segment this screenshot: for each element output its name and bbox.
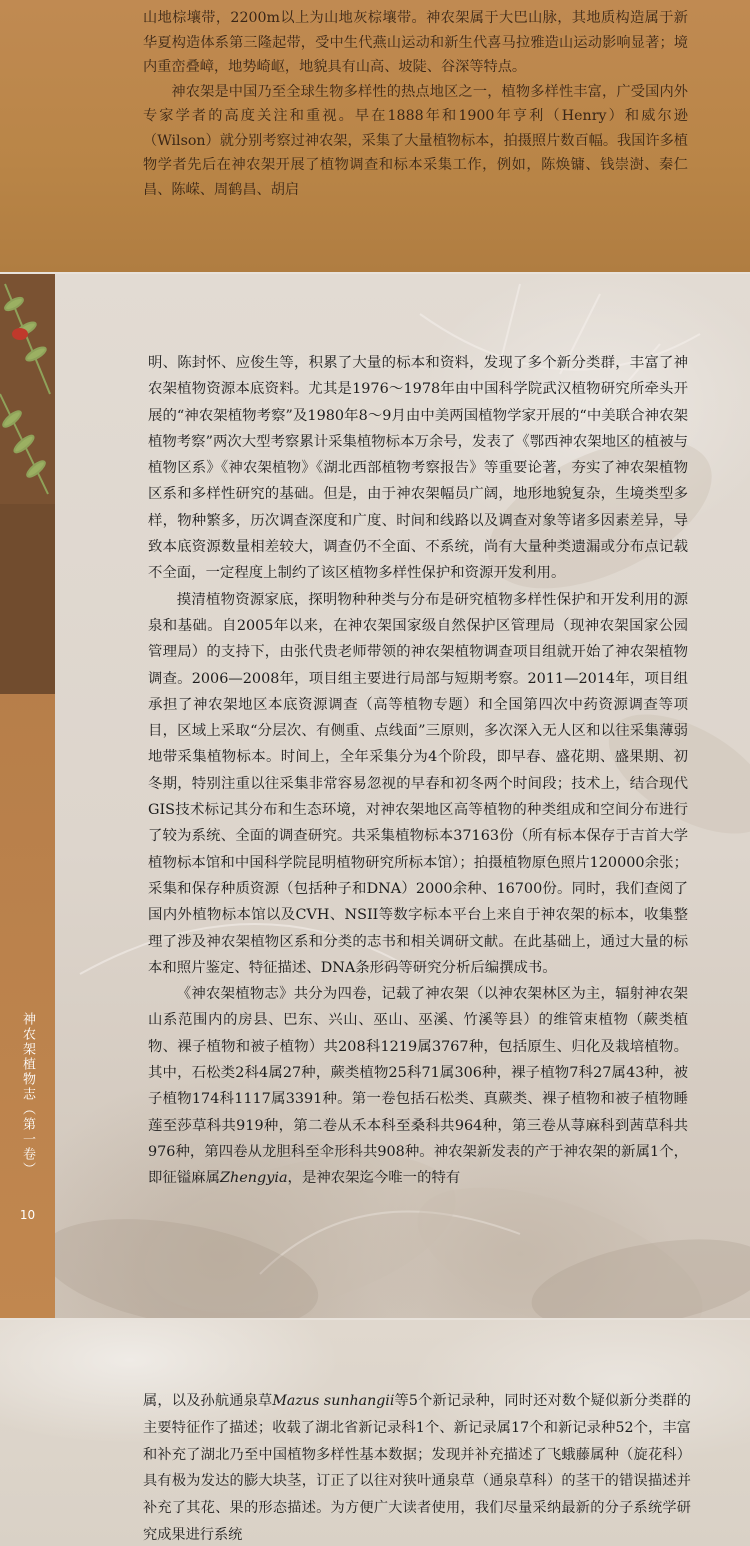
paragraph-prefix: 属，以及孙航通泉草 xyxy=(143,1393,273,1409)
top-page-section xyxy=(0,0,750,272)
paragraph xyxy=(143,1388,691,1546)
bottom-page-section xyxy=(0,1320,750,1546)
fern-photo-icon xyxy=(0,274,55,694)
paragraph: 神农架是中国乃至全球生物多样性的热点地区之一，植物多样性丰富，广受国内外专家学者的高度关注和重视。早在1888年和1900年亨利（Henry）和威尔逊（Wilson）就分别考察过神农架，采集了大量植物标本，拍摄照片数百幅。我国许多植物学者先后在神农架开展了植物调查和标本采集工作，例如，陈焕镛、钱崇澍、秦仁昌、陈嵘、周鹤昌、胡启 xyxy=(143,83,688,198)
paragraph: 山地棕壤带，2200m以上为山地灰棕壤带。神农架属于大巴山脉，其地质构造属于新华夏构造体系第三隆起带，受中生代燕山运动和新生代喜马拉雅造山运动影响显著；境内重峦叠嶂，地势崎岖，地貌具有山高、坡陡、谷深等特点。 xyxy=(143,10,688,75)
paragraph-text: 《神农架植物志》共分为四卷，记载了神农架（以神农架林区为主，辐射神农架山系范围内的房县、巴东、兴山、巫山、巫溪、竹溪等县）的维管束植物（蕨类植物、裸子植物和被子植物）共208科1219属3767种，包括原生、归化及栽培植物。其中，石松类2科4属27种，蕨类植物25科71属306种，裸子植物7科27属43种，被子植物174科1117属3391种。第一卷包括石松类、真蕨类、裸子植物和被子植物睡莲至莎草科共919种，第二卷从禾本科至桑科共964种，第三卷从荨麻科到茜草科共976种，第四卷从龙胆科至伞形科共908种。神农架新发表的产于神农架的新属1个，即征镒麻属 xyxy=(148,986,688,1187)
paragraph: 明、陈封怀、应俊生等，积累了大量的标本和资料，发现了多个新分类群，丰富了神农架植物资源本底资料。尤其是1976～1978年由中国科学院武汉植物研究所牵头开展的“神农架植物考察”及1980年8～9月由中美两国植物学家开展的“中美联合神农架植物考察”两次大型考察累计采集植物标本万余号，发表了《鄂西神农架地区的植被与植物区系》《神农架植物》《湖北西部植物考察报告》等重要论著，夯实了神农架植物区系和多样性研究的基础。但是，由于神农架幅员广阔，地形地貌复杂，生境类型多样，物种繁多，历次调查深度和广度、时间和线路以及调查对象等诸多因素差异，导致本底资源数量相差较大，调查仍不全面、不系统，尚有大量种类遗漏或分布点记载不全面，一定程度上制约了该区植物多样性保护和资源开发利用。 xyxy=(148,355,688,582)
paragraph: 摸清植物资源家底，探明物种种类与分布是研究植物多样性保护和开发利用的源泉和基础。自2005年以来，在神农架国家级自然保护区管理局（现神农架国家公园管理局）的支持下，由张代贵老师带领的神农架植物调查项目组就开始了神农架植物调查。2006—2008年，项目组主要进行局部与短期考察。2011—2014年，项目组承担了神农架地区本底资源调查（高等植物专题）和全国第四次中药资源调查等项目，区域上采取“分层次、有侧重、点线面”三原则，多次深入无人区和以往采集薄弱地带采集植物标本。时间上，全年采集分为4个阶段，即早春、盛花期、盛果期、初冬期，特别注重以往采集非常容易忽视的早春和初冬两个时间段；技术上，结合现代GIS技术标记其分布和生态环境，对神农架地区高等植物的种类组成和空间分布进行了较为系统、全面的调查研究。共采集植物标本37163份（所有标本保存于吉首大学植物标本馆和中国科学院昆明植物研究所标本馆）；拍摄植物原色照片120000余张；采集和保存种质资源（包括种子和DNA）2000余种、16700份。同时，我们查阅了国内外植物标本馆以及CVH、NSII等数字标本平台上来自于神农架的标本，收集整理了涉及神农架植物区系和分类的志书和相关调研文献。在此基础上，通过大量的标本和照片鉴定、特征描述、DNA条形码等研究分析后编撰成书。 xyxy=(148,591,688,976)
paragraph-tail: ，是神农架迄今唯一的特有 xyxy=(287,1170,461,1187)
genus-name: Zhengyia xyxy=(219,1170,288,1187)
book-title-vertical: 神农架植物志（第一卷） xyxy=(20,1012,35,1177)
bottom-text-block xyxy=(143,1388,691,1546)
sidebar xyxy=(0,274,55,1318)
species-name: Mazus sunhangii xyxy=(272,1393,395,1409)
paragraph-text: 等5个新记录种，同时还对数个疑似新分类群的主要特征作了描述；收载了湖北省新记录科1个、新记录属17个和新记录种52个，丰富和补充了湖北乃至中国植物多样性基本数据；发现并补充描述了飞蛾藤属种（旋花科）具有极为发达的膨大块茎，订正了以往对狭叶通泉草（通泉草科）的茎干的错误描述并补充了其花、果的形态描述。为方便广大读者使用，我们尽量采纳最新的分子系统学研究成果进行系统 xyxy=(143,1393,691,1543)
top-text-block xyxy=(143,6,688,202)
main-text-block xyxy=(148,350,688,1192)
paragraph xyxy=(148,981,688,1191)
main-page-section xyxy=(0,274,750,1318)
page-number: 10 xyxy=(19,1208,36,1222)
